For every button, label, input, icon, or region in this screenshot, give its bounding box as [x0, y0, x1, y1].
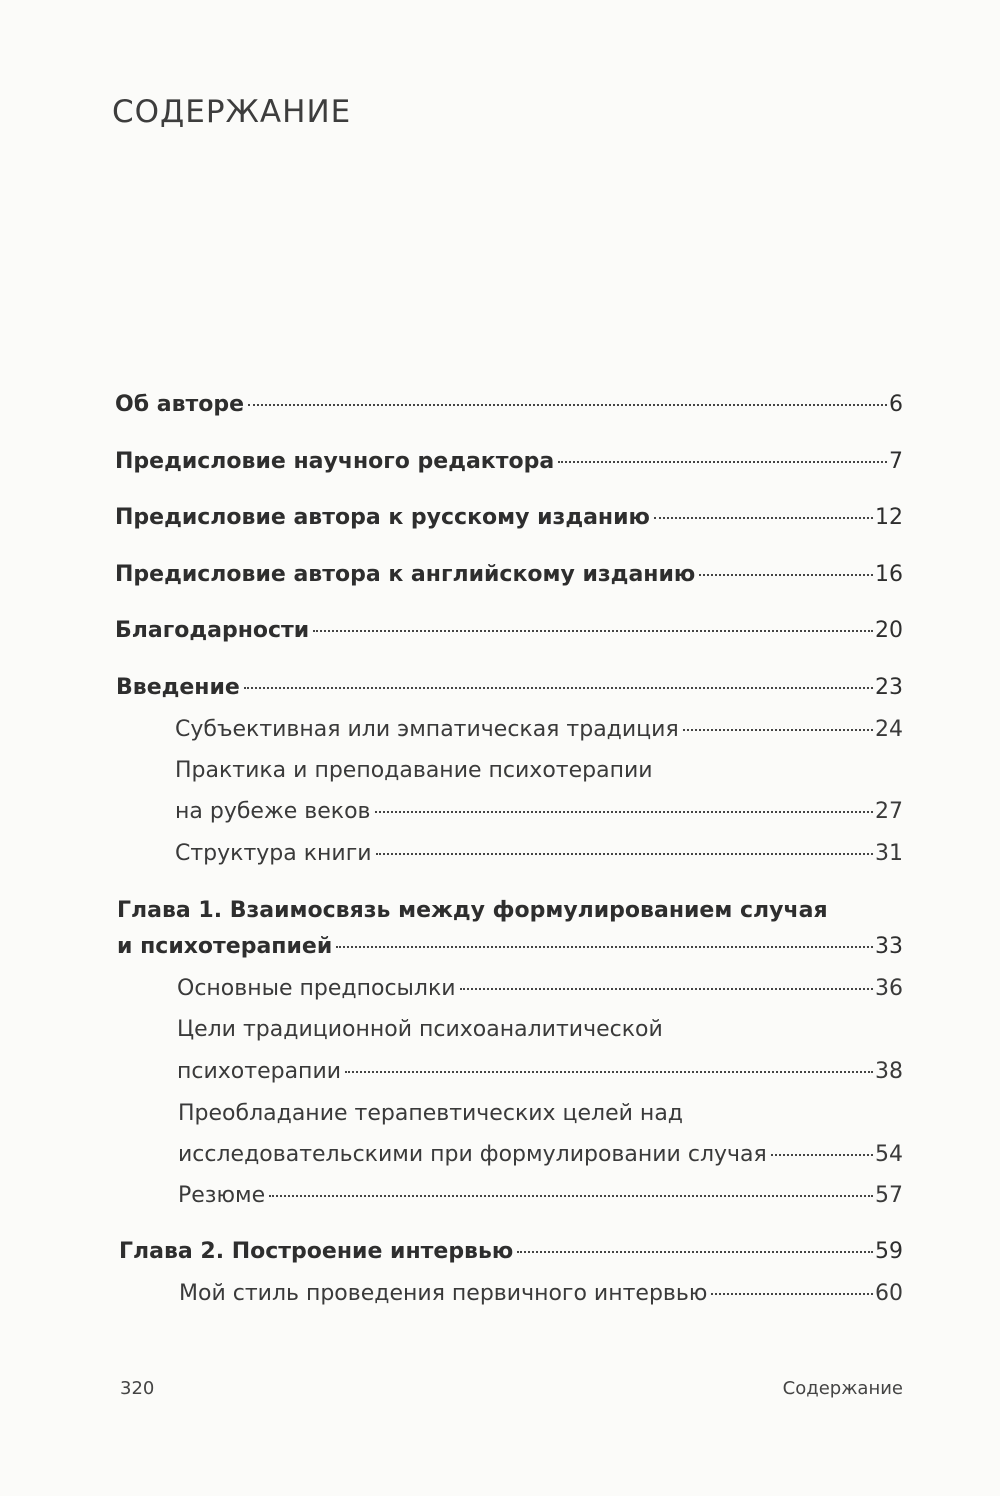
- toc-entry-page: 16: [875, 562, 903, 587]
- toc-entry-page: 6: [889, 392, 903, 417]
- toc-entry-page: 57: [875, 1183, 903, 1208]
- dot-leader: [683, 729, 873, 731]
- toc-subentry-premises[interactable]: [177, 974, 903, 1004]
- toc-entry-title: на рубеже веков: [175, 799, 371, 824]
- dot-leader: [711, 1293, 873, 1295]
- toc-entry-page: 27: [875, 799, 903, 824]
- toc-entry-title: исследовательскими при формулировании случая: [178, 1142, 767, 1167]
- toc-entry-title: Основные предпосылки: [177, 976, 456, 1001]
- dot-leader: [460, 988, 873, 990]
- dot-leader: [313, 630, 873, 632]
- toc-entry-title: Мой стиль проведения первичного интервью: [179, 1281, 708, 1306]
- toc-subentry-book-structure[interactable]: [175, 839, 903, 869]
- toc-entry-page: 23: [875, 675, 903, 700]
- dot-leader: [699, 574, 873, 576]
- toc-subentry-empathic-tradition[interactable]: [175, 715, 903, 745]
- toc-entry-title: Благодарности: [115, 618, 310, 643]
- toc-entry-chapter-2[interactable]: [119, 1237, 903, 1267]
- toc-entry-page: 38: [875, 1059, 903, 1084]
- dot-leader: [375, 811, 873, 813]
- toc-entry-title: психотерапии: [177, 1059, 342, 1084]
- toc-entry-introduction[interactable]: [116, 673, 903, 703]
- toc-entry-english-preface[interactable]: [115, 560, 903, 590]
- toc-subentry-goals[interactable]: [177, 1057, 903, 1087]
- toc-entry-title: Структура книги: [175, 841, 372, 866]
- toc-entry-page: 12: [875, 505, 903, 530]
- dot-leader: [654, 517, 873, 519]
- toc-entry-title: Введение: [116, 675, 240, 700]
- toc-subentry-predominance[interactable]: [178, 1140, 903, 1170]
- toc-entry-title: Субъективная или эмпатическая традиция: [175, 717, 679, 742]
- toc-entry-editor-preface[interactable]: [115, 447, 903, 477]
- page-title: СОДЕРЖАНИЕ: [112, 94, 352, 130]
- dot-leader: [345, 1071, 873, 1073]
- dot-leader: [244, 687, 873, 689]
- toc-subentry-line1: Преобладание терапевтических целей над: [178, 1101, 684, 1126]
- toc-entry-page: 24: [875, 717, 903, 742]
- toc-entry-page: 36: [875, 976, 903, 1001]
- dot-leader: [558, 461, 887, 463]
- toc-entry-title: и психотерапией: [117, 934, 333, 959]
- toc-subentry-line1: Цели традиционной психоаналитической: [177, 1017, 663, 1042]
- dot-leader: [248, 404, 887, 406]
- toc-entry-page: 59: [875, 1239, 903, 1264]
- toc-entry-acknowledgements[interactable]: [115, 616, 903, 646]
- toc-entry-russian-preface[interactable]: [115, 503, 903, 533]
- toc-entry-title: Об авторе: [115, 392, 245, 417]
- toc-entry-title: Предисловие научного редактора: [115, 449, 555, 474]
- page-number: 320: [120, 1378, 155, 1399]
- toc-entry-page: 7: [889, 449, 903, 474]
- dot-leader: [269, 1195, 873, 1197]
- toc-entry-about-author[interactable]: [115, 390, 903, 420]
- toc-entry-line1: Глава 1. Взаимосвязь между формулированием случая: [117, 898, 828, 923]
- toc-entry-page: 54: [875, 1142, 903, 1167]
- toc-entry-page: 31: [875, 841, 903, 866]
- toc-subentry-interview-style[interactable]: [179, 1279, 903, 1309]
- toc-entry-title: Глава 2. Построение интервью: [119, 1239, 514, 1264]
- dot-leader: [376, 853, 873, 855]
- toc-entry-page: 60: [875, 1281, 903, 1306]
- dot-leader: [771, 1154, 873, 1156]
- toc-subentry-practice-teaching[interactable]: [175, 797, 903, 827]
- toc-entry-title: Предисловие автора к английскому изданию: [115, 562, 696, 587]
- running-title: Содержание: [782, 1378, 903, 1399]
- dot-leader: [336, 946, 873, 948]
- toc-subentry-line1: Практика и преподавание психотерапии: [175, 758, 653, 783]
- toc-entry-chapter-1[interactable]: [117, 932, 903, 962]
- toc-entry-page: 20: [875, 618, 903, 643]
- dot-leader: [517, 1251, 873, 1253]
- toc-entry-title: Предисловие автора к русскому изданию: [115, 505, 650, 530]
- toc-entry-page: 33: [875, 934, 903, 959]
- toc-subentry-summary[interactable]: [178, 1181, 903, 1211]
- toc-entry-title: Резюме: [178, 1183, 266, 1208]
